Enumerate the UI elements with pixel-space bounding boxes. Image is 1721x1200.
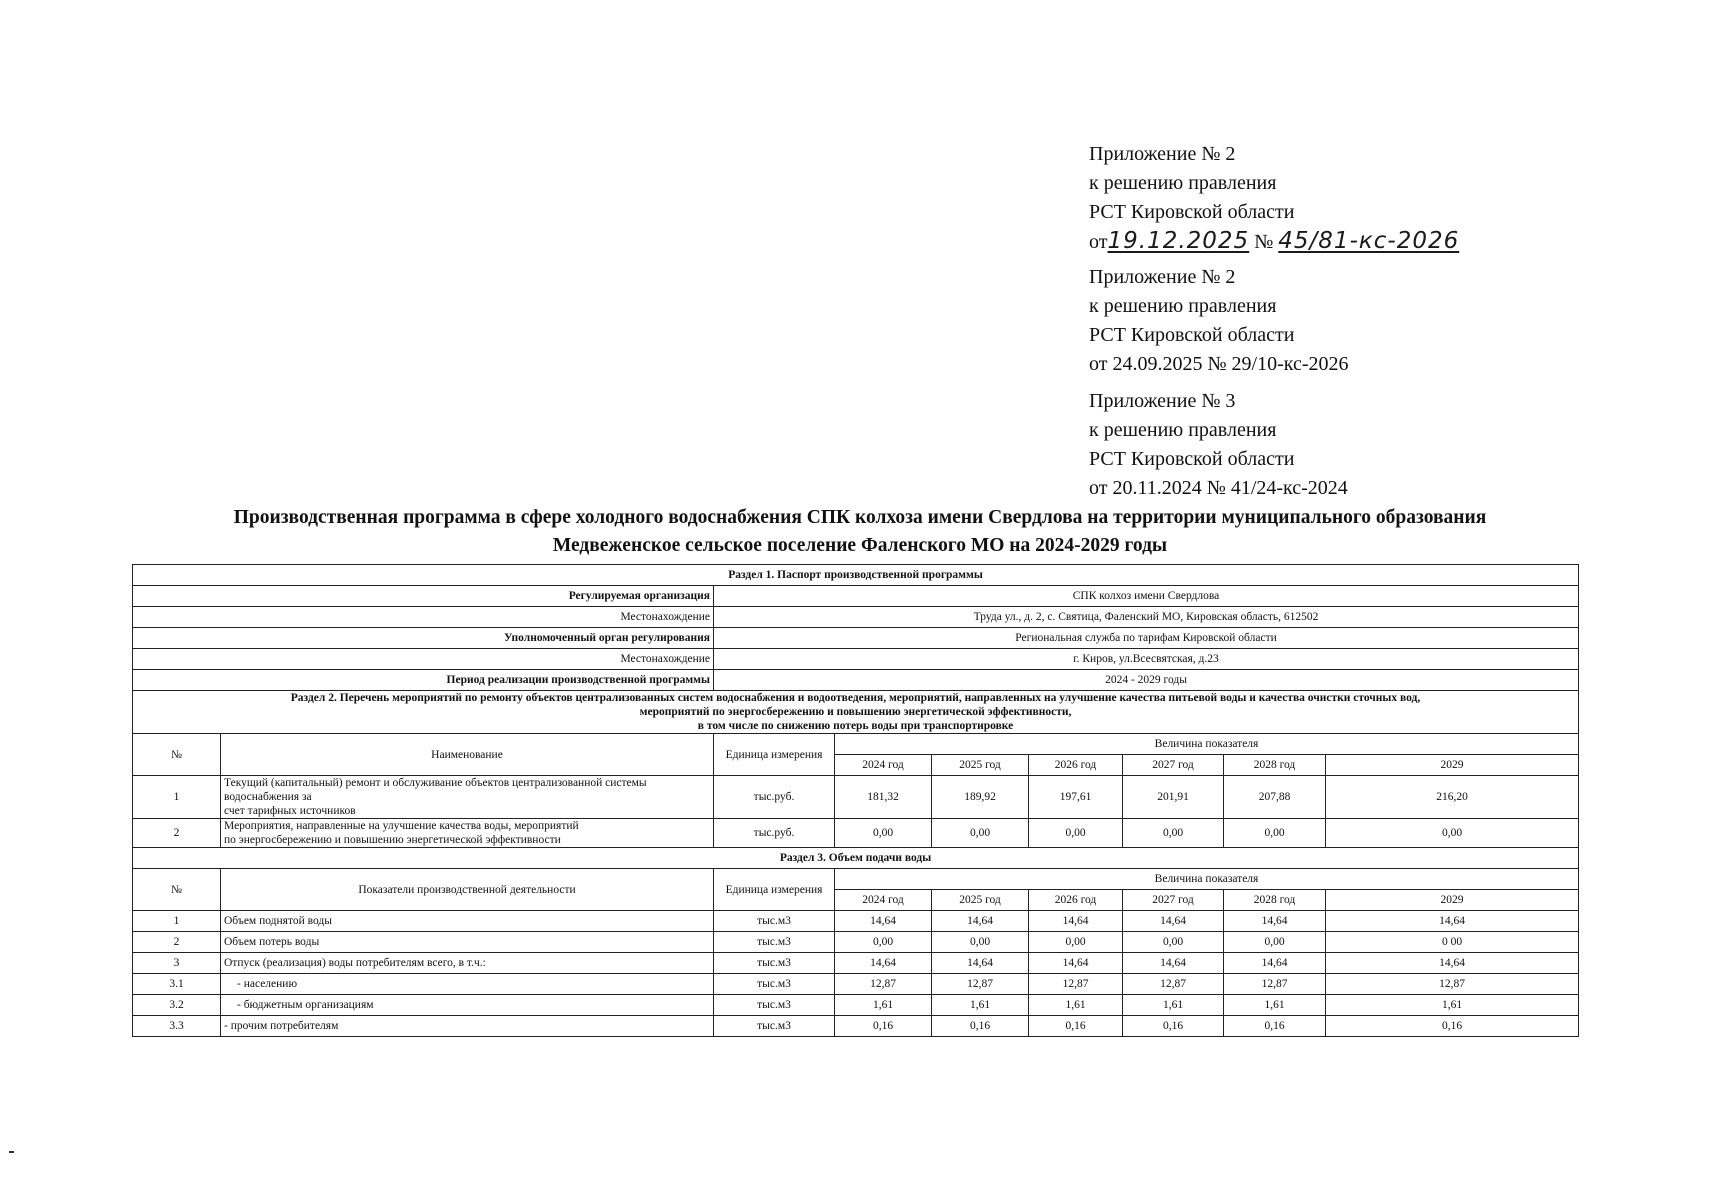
value-cell: 0,00 [835, 932, 932, 953]
value-cell: 0,16 [1029, 1016, 1123, 1037]
unit-cell: тыс.руб. [714, 819, 835, 848]
value-cell: 0,00 [1029, 932, 1123, 953]
value-cell: 14,64 [932, 953, 1029, 974]
production-program-table [132, 564, 1579, 1037]
activity-name-line1: Текущий (капитальный) ремонт и обслуживание объектов централизованной системы водоснабжения за [224, 777, 647, 803]
appendix-current-line3: РСТ Кировской области [1089, 201, 1295, 223]
table-row [133, 819, 1579, 848]
value-cell: 0,00 [1224, 819, 1326, 848]
passport-label: Местонахождение [133, 649, 714, 670]
value-cell: 12,87 [1123, 974, 1224, 995]
appendix-current-line1: Приложение № 2 [1089, 143, 1236, 165]
passport-value: г. Киров, ул.Всесвятская, д.23 [714, 649, 1579, 670]
column-header-value: Величина показателя [835, 734, 1579, 755]
table-row [133, 628, 1579, 649]
row-number: 1 [133, 776, 221, 819]
year-header: 2027 год [1123, 890, 1224, 911]
year-header: 2026 год [1029, 755, 1123, 776]
value-cell: 14,64 [1224, 911, 1326, 932]
indicator-name: Объем поднятой воды [221, 911, 714, 932]
unit-cell: тыс.м3 [714, 911, 835, 932]
value-cell: 0,00 [835, 819, 932, 848]
appendix-current [1089, 140, 1649, 257]
passport-label: Регулируемая организация [133, 586, 714, 607]
value-cell: 14,64 [1029, 953, 1123, 974]
passport-value: 2024 - 2029 годы [714, 670, 1579, 691]
value-cell: 0,16 [932, 1016, 1029, 1037]
year-header: 2024 год [835, 755, 932, 776]
value-cell: 1,61 [835, 995, 932, 1016]
value-cell: 0,16 [835, 1016, 932, 1037]
year-header: 2026 год [1029, 890, 1123, 911]
table-row [133, 953, 1579, 974]
value-cell: 181,32 [835, 776, 932, 819]
date-prefix: от [1089, 231, 1108, 253]
activity-name-line1: Мероприятия, направленные на улучшение качества воды, мероприятий [224, 820, 579, 832]
year-header: 2025 год [932, 755, 1029, 776]
value-cell: 14,64 [1123, 911, 1224, 932]
table-row [133, 869, 1579, 890]
column-header-unit: Единица измерения [714, 734, 835, 776]
section1-heading: Раздел 1. Паспорт производственной программы [133, 565, 1579, 586]
year-header: 2029 [1326, 755, 1579, 776]
year-header: 2024 год [835, 890, 932, 911]
row-number: 3.1 [133, 974, 221, 995]
year-header: 2029 [1326, 890, 1579, 911]
unit-cell: тыс.м3 [714, 995, 835, 1016]
value-cell: 197,61 [1029, 776, 1123, 819]
appendix-prev1-line1: Приложение № 2 [1089, 266, 1236, 288]
appendix-prev1-line4: от 24.09.2025 № 29/10-кс-2026 [1089, 353, 1349, 375]
appendix-current-line2: к решению правления [1089, 172, 1277, 194]
value-cell: 1,61 [932, 995, 1029, 1016]
indicator-name: - прочим потребителям [221, 1016, 714, 1037]
value-cell: 0,00 [932, 819, 1029, 848]
row-number: 2 [133, 932, 221, 953]
value-cell: 201,91 [1123, 776, 1224, 819]
column-header-indicator: Показатели производственной деятельности [221, 869, 714, 911]
handwritten-date: 19.12.2025 [1107, 228, 1250, 254]
value-cell: 14,64 [1224, 953, 1326, 974]
table-row [133, 776, 1579, 819]
year-header: 2028 год [1224, 890, 1326, 911]
section3-heading: Раздел 3. Объем подачи воды [133, 848, 1579, 869]
table-row [133, 607, 1579, 628]
passport-value: Труда ул., д. 2, с. Святица, Фаленский МО, Кировская область, 612502 [714, 607, 1579, 628]
value-cell: 1,61 [1224, 995, 1326, 1016]
document-title-line1: Производственная программа в сфере холодного водоснабжения СПК колхоза имени Свердлова на территории муниципального образования [233, 507, 1487, 528]
value-cell: 0,16 [1224, 1016, 1326, 1037]
value-cell: 189,92 [932, 776, 1029, 819]
value-cell: 14,64 [835, 953, 932, 974]
passport-label: Местонахождение [133, 607, 714, 628]
column-header-number: № [133, 734, 221, 776]
scan-mark [9, 1151, 14, 1153]
section2-heading-line3: в том числе по снижению потерь воды при транспортировке [697, 720, 1014, 732]
unit-cell: тыс.руб. [714, 776, 835, 819]
value-cell: 0,16 [1123, 1016, 1224, 1037]
value-cell: 0,00 [1029, 819, 1123, 848]
activity-name [221, 819, 714, 848]
value-cell: 12,87 [1326, 974, 1579, 995]
table-row [133, 691, 1579, 734]
value-cell: 1,61 [1123, 995, 1224, 1016]
indicator-name: Отпуск (реализация) воды потребителям всего, в т.ч.: [221, 953, 714, 974]
value-cell: 12,87 [932, 974, 1029, 995]
value-cell: 0,00 [1123, 819, 1224, 848]
column-header-unit: Единица измерения [714, 869, 835, 911]
value-cell: 12,87 [835, 974, 932, 995]
value-cell: 14,64 [1123, 953, 1224, 974]
passport-value: Региональная служба по тарифам Кировской области [714, 628, 1579, 649]
appendix-previous-2 [1089, 387, 1649, 503]
table-row [133, 586, 1579, 607]
row-number: 1 [133, 911, 221, 932]
value-cell: 0 00 [1326, 932, 1579, 953]
unit-cell: тыс.м3 [714, 974, 835, 995]
number-prefix: № [1254, 231, 1274, 253]
unit-cell: тыс.м3 [714, 932, 835, 953]
row-number: 3.3 [133, 1016, 221, 1037]
column-header-name: Наименование [221, 734, 714, 776]
value-cell: 1,61 [1029, 995, 1123, 1016]
value-cell: 14,64 [1029, 911, 1123, 932]
document-title [140, 504, 1580, 560]
appendix-prev1-line3: РСТ Кировской области [1089, 324, 1295, 346]
unit-cell: тыс.м3 [714, 953, 835, 974]
year-header: 2028 год [1224, 755, 1326, 776]
indicator-name: Объем потерь воды [221, 932, 714, 953]
column-header-value: Величина показателя [835, 869, 1579, 890]
passport-label: Уполномоченный орган регулирования [133, 628, 714, 649]
value-cell: 0,00 [1326, 819, 1579, 848]
activity-name-line2: по энергосбережению и повышению энергетической эффективности [224, 834, 561, 846]
appendix-prev2-line3: РСТ Кировской области [1089, 448, 1295, 470]
activity-name [221, 776, 714, 819]
table-row [133, 1016, 1579, 1037]
value-cell: 12,87 [1029, 974, 1123, 995]
appendix-prev1-line2: к решению правления [1089, 295, 1277, 317]
document-title-line2: Медвеженское сельское поселение Фаленского МО на 2024-2029 годы [552, 535, 1168, 556]
year-header: 2025 год [932, 890, 1029, 911]
table-row [133, 670, 1579, 691]
indicator-name: - бюджетным организациям [221, 995, 714, 1016]
value-cell: 14,64 [1326, 911, 1579, 932]
value-cell: 0,16 [1326, 1016, 1579, 1037]
activity-name-line2: счет тарифных источников [224, 805, 356, 817]
table-row [133, 649, 1579, 670]
table-row [133, 974, 1579, 995]
row-number: 2 [133, 819, 221, 848]
table-row [133, 911, 1579, 932]
value-cell: 0,00 [932, 932, 1029, 953]
value-cell: 12,87 [1224, 974, 1326, 995]
appendix-current-line4 [1089, 227, 1649, 257]
section2-heading [133, 691, 1579, 734]
value-cell: 14,64 [1326, 953, 1579, 974]
value-cell: 0,00 [1123, 932, 1224, 953]
value-cell: 1,61 [1326, 995, 1579, 1016]
section2-heading-line1: Раздел 2. Перечень мероприятий по ремонту объектов централизованных систем водоснабжения и водоотведения, мероприятий, направленных на улучшение качества питьевой воды и качества очистки сточных вод, [290, 692, 1421, 704]
table-row [133, 565, 1579, 586]
appendix-prev2-line2: к решению правления [1089, 419, 1277, 441]
value-cell: 0,00 [1224, 932, 1326, 953]
appendix-prev2-line4: от 20.11.2024 № 41/24-кс-2024 [1089, 477, 1348, 499]
year-header: 2027 год [1123, 755, 1224, 776]
appendix-previous-1 [1089, 263, 1649, 379]
value-cell: 14,64 [932, 911, 1029, 932]
row-number: 3.2 [133, 995, 221, 1016]
appendix-prev2-line1: Приложение № 3 [1089, 390, 1236, 412]
passport-value: СПК колхоз имени Свердлова [714, 586, 1579, 607]
value-cell: 216,20 [1326, 776, 1579, 819]
handwritten-number: 45/81-кс-2026 [1278, 228, 1460, 254]
table-row [133, 932, 1579, 953]
indicator-name: - населению [221, 974, 714, 995]
row-number: 3 [133, 953, 221, 974]
value-cell: 207,88 [1224, 776, 1326, 819]
appendix-header-block [1089, 140, 1649, 509]
table-row [133, 995, 1579, 1016]
table-row [133, 848, 1579, 869]
unit-cell: тыс.м3 [714, 1016, 835, 1037]
section2-heading-line2: мероприятий по энергосбережению и повышению энергетической эффективности, [639, 706, 1072, 718]
column-header-number: № [133, 869, 221, 911]
passport-label: Период реализации производственной программы [133, 670, 714, 691]
value-cell: 14,64 [835, 911, 932, 932]
table-row [133, 734, 1579, 755]
